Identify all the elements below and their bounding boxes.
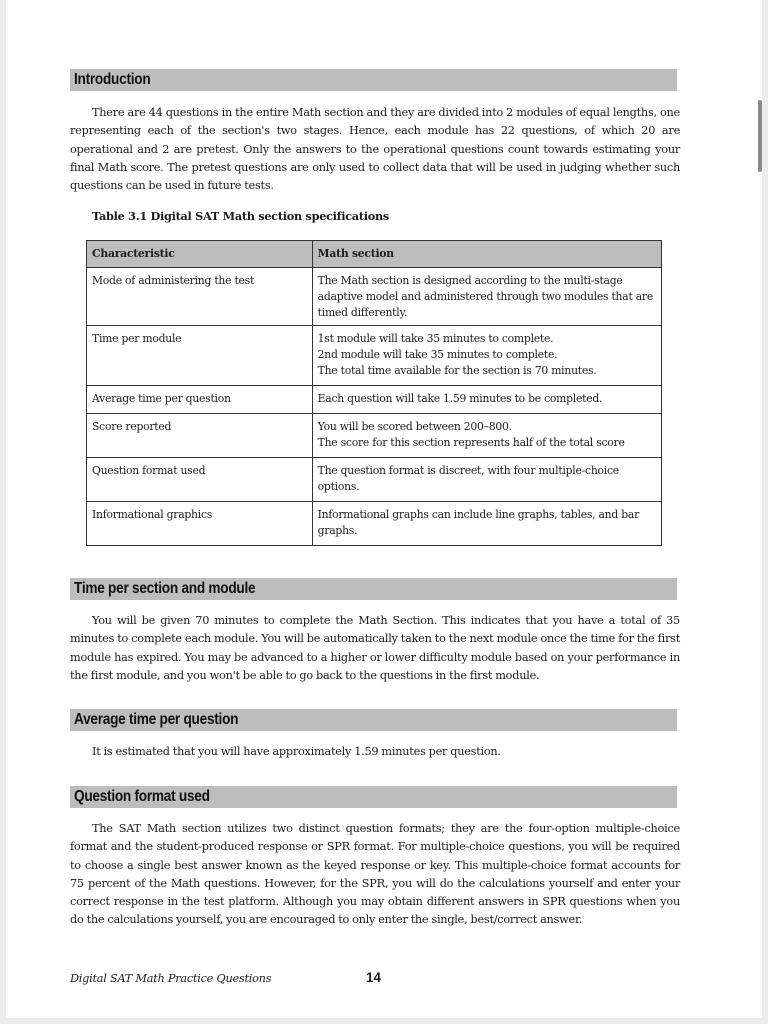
table-caption: Table 3.1 Digital SAT Math section specifications bbox=[92, 209, 389, 223]
section-heading-introduction bbox=[70, 69, 677, 91]
math-section-cell bbox=[312, 414, 661, 458]
characteristic-cell: Informational graphics bbox=[87, 502, 313, 546]
cell-line: 2nd module will take 35 minutes to complete. bbox=[317, 348, 558, 362]
section-heading-question-format bbox=[70, 786, 677, 808]
table-row bbox=[87, 414, 662, 458]
question-format-paragraph: The SAT Math section utilizes two distinct question formats; they are the four-option multiple-choice format and the student-produced response or SPR format. For multiple-choice questions, you will be required to choose a single best answer known as the keyed response or key. This multiple-choice format accounts for 75 percent of the Math questions. However, for the SPR, you will do the calculations yourself and enter your correct response in the test platform. Although you may obtain different answers in SPR questions when you do the calculations yourself, you are encouraged to only enter the single, best/correct answer. bbox=[70, 822, 680, 927]
table-row bbox=[87, 502, 662, 546]
section-heading-text: Introduction bbox=[74, 71, 151, 88]
table-row bbox=[87, 458, 662, 502]
table-header-row bbox=[87, 241, 662, 268]
characteristic-cell: Question format used bbox=[87, 458, 313, 502]
footer-page-number: 14 bbox=[366, 970, 382, 985]
cell-line: 1st module will take 35 minutes to complete. bbox=[317, 332, 554, 345]
math-section-cell bbox=[312, 326, 661, 386]
footer-book-title: Digital SAT Math Practice Questions bbox=[70, 972, 272, 985]
section-heading-time-per-section bbox=[70, 578, 677, 600]
cell-line: The total time available for the section is 70 minutes. bbox=[317, 364, 597, 378]
cell-line: Each question will take 1.59 minutes to be completed. bbox=[317, 392, 603, 405]
table-row bbox=[87, 268, 662, 326]
math-section-cell bbox=[312, 268, 661, 326]
characteristic-cell: Score reported bbox=[87, 414, 313, 458]
table-row bbox=[87, 386, 662, 414]
math-section-cell bbox=[312, 458, 661, 502]
scrollbar-thumb[interactable] bbox=[758, 100, 762, 172]
cell-line: The question format is discreet, with four multiple-choice options. bbox=[317, 464, 619, 494]
spec-table bbox=[86, 240, 662, 546]
cell-line: The Math section is designed according to the multi-stage adaptive model and administered through two modules that are timed differently. bbox=[317, 274, 653, 320]
math-section-cell bbox=[312, 386, 661, 414]
cell-line: You will be scored between 200–800. bbox=[317, 420, 512, 433]
cell-line: The score for this section represents half of the total score bbox=[317, 436, 625, 450]
section-heading-text: Average time per question bbox=[74, 711, 239, 728]
table-row bbox=[87, 326, 662, 386]
section-heading-average-time bbox=[70, 709, 677, 731]
characteristic-cell: Time per module bbox=[87, 326, 313, 386]
introduction-paragraph: There are 44 questions in the entire Math section and they are divided into 2 modules of equal lengths, one representing each of the section's two stages. Hence, each module has 22 questions, of which 20 are operational and 2 are pretest. Only the answers to the operational questions count towards estimating your final Math score. The pretest questions are only used to collect data that will be used in judging whether such questions can be used in future tests. bbox=[70, 106, 680, 193]
cell-line: Informational graphs can include line graphs, tables, and bar graphs. bbox=[317, 508, 639, 538]
time-per-section-paragraph: You will be given 70 minutes to complete the Math Section. This indicates that you have a total of 35 minutes to complete each module. You will be automatically taken to the next module once the time for the first module has expired. You may be advanced to a higher or lower difficulty module based on your performance in the first module, and you won't be able to go back to the questions in the first module. bbox=[70, 614, 680, 682]
table-header-cell: Math section bbox=[312, 241, 661, 268]
characteristic-cell: Average time per question bbox=[87, 386, 313, 414]
table-header-cell: Characteristic bbox=[87, 241, 313, 268]
math-section-cell bbox=[312, 502, 661, 546]
section-heading-text: Question format used bbox=[74, 788, 210, 805]
characteristic-cell: Mode of administering the test bbox=[87, 268, 313, 326]
section-heading-text: Time per section and module bbox=[74, 580, 256, 597]
average-time-paragraph: It is estimated that you will have approximately 1.59 minutes per question. bbox=[92, 745, 501, 758]
